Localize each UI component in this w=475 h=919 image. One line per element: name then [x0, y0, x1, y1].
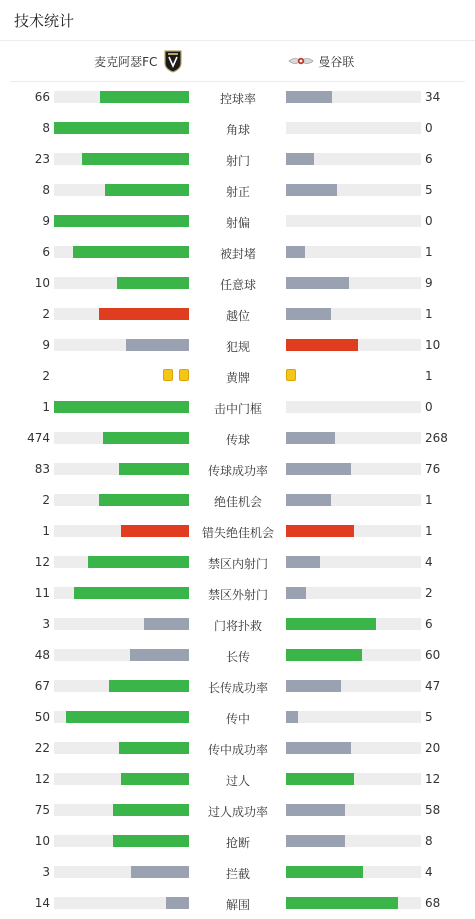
away-value: 4: [425, 865, 433, 879]
home-bar-track: [54, 587, 189, 599]
stat-row: [0, 764, 475, 795]
away-value: 5: [425, 710, 433, 724]
stat-row: [0, 826, 475, 857]
away-value: 60: [425, 648, 441, 662]
home-bar-track: [54, 711, 189, 723]
away-value: 34: [425, 90, 441, 104]
stat-label: 绝佳机会: [213, 495, 262, 509]
home-value: 9: [42, 338, 50, 352]
home-value: 1: [42, 400, 50, 414]
home-bar-track: [54, 742, 189, 754]
home-bar-fill: [113, 804, 189, 816]
away-bar-track: [286, 122, 421, 134]
home-bar-track: [54, 897, 189, 909]
away-bar-fill: [286, 153, 314, 165]
away-bar-fill: [286, 804, 345, 816]
stat-label: 射正: [225, 185, 250, 199]
stat-label: 长传: [225, 650, 250, 664]
home-value: 48: [34, 648, 50, 662]
away-team-badge-icon: [288, 53, 314, 69]
away-bar-fill: [286, 339, 358, 351]
away-bar-track: [286, 277, 421, 289]
home-bar-fill: [119, 463, 189, 475]
stat-label: 禁区外射门: [207, 588, 268, 602]
stat-row: [0, 888, 475, 919]
away-bar-track: [286, 153, 421, 165]
home-bar-track: [54, 525, 189, 537]
away-bar-track: [286, 556, 421, 568]
away-bar-track: [286, 494, 421, 506]
away-value: 2: [425, 586, 433, 600]
home-bar-track: [54, 277, 189, 289]
home-bar-fill: [99, 308, 189, 320]
stat-label: 禁区内射门: [207, 557, 268, 571]
away-bar-fill: [286, 835, 345, 847]
away-bar-fill: [286, 680, 341, 692]
away-bar-fill: [286, 711, 298, 723]
home-value: 6: [42, 245, 50, 259]
home-value: 8: [42, 121, 50, 135]
home-bar-track: [54, 308, 189, 320]
stat-row: [0, 330, 475, 361]
home-value: 2: [42, 493, 50, 507]
home-bar-fill: [144, 618, 189, 630]
home-value: 3: [42, 617, 50, 631]
yellow-card-icon: [179, 369, 189, 381]
away-bar-track: [286, 649, 421, 661]
stat-label: 任意球: [219, 278, 256, 292]
stat-row: [0, 671, 475, 702]
stat-label: 被封堵: [219, 247, 256, 261]
away-bar-track: [286, 246, 421, 258]
away-value: 1: [425, 369, 433, 383]
away-team[interactable]: [238, 53, 466, 70]
stat-label: 长传成功率: [207, 681, 268, 695]
away-bar-fill: [286, 463, 351, 475]
stat-row: [0, 392, 475, 423]
home-bar-track: [54, 866, 189, 878]
stat-row: [0, 857, 475, 888]
home-bar-track: [54, 432, 189, 444]
page-title: 技术统计: [14, 11, 75, 30]
away-bar-track: [286, 618, 421, 630]
home-bar-track: [54, 91, 189, 103]
home-bar-fill: [73, 246, 189, 258]
home-bar-track: [54, 401, 189, 413]
away-value: 4: [425, 555, 433, 569]
home-bar-fill: [54, 122, 189, 134]
away-bar-fill: [286, 184, 337, 196]
home-bar-track: [54, 494, 189, 506]
stat-row: [0, 609, 475, 640]
home-team[interactable]: [10, 49, 238, 73]
home-bar-fill: [82, 153, 189, 165]
stat-row: [0, 547, 475, 578]
home-value: 75: [34, 803, 50, 817]
away-bar-fill: [286, 587, 306, 599]
away-value: 58: [425, 803, 441, 817]
home-value: 474: [27, 431, 50, 445]
stat-label: 射门: [225, 154, 250, 168]
stat-label: 控球率: [219, 92, 256, 106]
away-bar-track: [286, 587, 421, 599]
home-bar-fill: [66, 711, 189, 723]
away-bar-track: [286, 742, 421, 754]
stat-label: 角球: [225, 123, 250, 137]
away-value: 0: [425, 214, 433, 228]
away-value: 76: [425, 462, 441, 476]
away-value: 47: [425, 679, 441, 693]
away-bar-fill: [286, 773, 354, 785]
home-value: 12: [34, 555, 50, 569]
stat-label: 击中门框: [213, 402, 262, 416]
away-cards: [286, 369, 296, 381]
stat-row: [0, 733, 475, 764]
home-value: 23: [34, 152, 50, 166]
home-bar-track: [54, 804, 189, 816]
away-value: 0: [425, 121, 433, 135]
home-bar-fill: [103, 432, 189, 444]
stat-label: 门将扑救: [213, 619, 262, 633]
away-value: 8: [425, 834, 433, 848]
away-bar-fill: [286, 308, 331, 320]
away-value: 6: [425, 617, 433, 631]
away-bar-track: [286, 401, 421, 413]
stat-row: [0, 237, 475, 268]
home-bar-fill: [54, 215, 189, 227]
home-value: 83: [34, 462, 50, 476]
away-bar-fill: [286, 618, 376, 630]
home-value: 14: [34, 896, 50, 910]
away-bar-track: [286, 525, 421, 537]
stat-label: 抢断: [225, 836, 250, 850]
stat-label: 犯规: [225, 340, 250, 354]
home-bar-fill: [88, 556, 189, 568]
home-bar-fill: [119, 742, 189, 754]
stat-label: 过人成功率: [207, 805, 268, 819]
away-value: 268: [425, 431, 448, 445]
home-bar-track: [54, 339, 189, 351]
home-cards: [163, 369, 189, 381]
home-bar-fill: [121, 773, 189, 785]
stat-row: [0, 82, 475, 113]
home-bar-fill: [130, 649, 189, 661]
away-value: 1: [425, 245, 433, 259]
home-bar-track: [54, 680, 189, 692]
stat-row: [0, 299, 475, 330]
home-bar-track: [54, 215, 189, 227]
home-bar-fill: [117, 277, 189, 289]
home-value: 10: [34, 834, 50, 848]
away-value: 12: [425, 772, 441, 786]
stat-row: [0, 206, 475, 237]
stat-row: [0, 361, 475, 392]
home-bar-fill: [100, 91, 189, 103]
stat-row: [0, 144, 475, 175]
stat-label: 过人: [225, 774, 250, 788]
home-bar-fill: [166, 897, 189, 909]
away-bar-fill: [286, 277, 349, 289]
away-value: 1: [425, 524, 433, 538]
away-bar-fill: [286, 494, 331, 506]
home-value: 3: [42, 865, 50, 879]
away-bar-fill: [286, 866, 363, 878]
stat-row: [0, 113, 475, 144]
home-value: 2: [42, 369, 50, 383]
stat-label: 黄牌: [225, 371, 250, 385]
home-bar-fill: [121, 525, 189, 537]
stat-row: [0, 485, 475, 516]
stat-row: [0, 640, 475, 671]
home-value: 67: [34, 679, 50, 693]
stats-list: [0, 82, 475, 919]
away-bar-track: [286, 463, 421, 475]
home-bar-track: [54, 649, 189, 661]
home-bar-track: [54, 122, 189, 134]
away-bar-track: [286, 680, 421, 692]
home-bar-track: [54, 773, 189, 785]
away-bar-track: [286, 432, 421, 444]
home-value: 50: [34, 710, 50, 724]
stat-row: [0, 423, 475, 454]
away-bar-fill: [286, 246, 305, 258]
away-value: 5: [425, 183, 433, 197]
home-bar-fill: [113, 835, 189, 847]
away-bar-fill: [286, 432, 335, 444]
home-value: 1: [42, 524, 50, 538]
home-value: 22: [34, 741, 50, 755]
away-bar-track: [286, 897, 421, 909]
home-bar-track: [54, 153, 189, 165]
home-bar-fill: [74, 587, 189, 599]
away-value: 10: [425, 338, 441, 352]
home-bar-track: [54, 556, 189, 568]
stat-row: [0, 454, 475, 485]
away-bar-track: [286, 308, 421, 320]
away-bar-fill: [286, 742, 351, 754]
home-value: 9: [42, 214, 50, 228]
away-bar-track: [286, 773, 421, 785]
away-value: 0: [425, 400, 433, 414]
stat-label: 传中成功率: [207, 743, 268, 757]
stat-row: [0, 268, 475, 299]
home-bar-fill: [126, 339, 189, 351]
stat-label: 传球: [225, 433, 250, 447]
away-bar-track: [286, 91, 421, 103]
away-bar-fill: [286, 556, 320, 568]
stat-label: 解围: [225, 898, 250, 912]
stat-label: 传球成功率: [207, 464, 268, 478]
home-bar-track: [54, 835, 189, 847]
home-value: 11: [34, 586, 50, 600]
home-value: 12: [34, 772, 50, 786]
away-bar-track: [286, 835, 421, 847]
home-bar-track: [54, 184, 189, 196]
stat-label: 传中: [225, 712, 250, 726]
away-value: 68: [425, 896, 441, 910]
stat-row: [0, 175, 475, 206]
away-bar-track: [286, 339, 421, 351]
away-bar-fill: [286, 91, 332, 103]
away-value: 9: [425, 276, 433, 290]
away-bar-fill: [286, 897, 398, 909]
away-bar-fill: [286, 649, 362, 661]
stat-row: [0, 516, 475, 547]
away-value: 1: [425, 307, 433, 321]
yellow-card-icon: [163, 369, 173, 381]
stat-label: 拦截: [225, 867, 250, 881]
stats-header: [0, 0, 475, 41]
away-bar-fill: [286, 525, 354, 537]
home-bar-track: [54, 618, 189, 630]
away-bar-track: [286, 184, 421, 196]
home-value: 2: [42, 307, 50, 321]
home-team-name: 麦克阿瑟FC: [94, 54, 158, 69]
stat-row: [0, 795, 475, 826]
home-bar-fill: [54, 401, 189, 413]
away-bar-track: [286, 804, 421, 816]
home-value: 8: [42, 183, 50, 197]
stat-label: 越位: [225, 309, 250, 323]
home-bar-track: [54, 246, 189, 258]
away-bar-track: [286, 215, 421, 227]
home-bar-fill: [105, 184, 189, 196]
home-bar-fill: [109, 680, 189, 692]
yellow-card-icon: [286, 369, 296, 381]
stat-row: [0, 702, 475, 733]
away-bar-track: [286, 711, 421, 723]
away-value: 1: [425, 493, 433, 507]
stat-label: 错失绝佳机会: [201, 526, 274, 540]
stat-label: 射偏: [225, 216, 250, 230]
home-bar-fill: [99, 494, 189, 506]
home-bar-track: [54, 463, 189, 475]
home-bar-fill: [131, 866, 189, 878]
away-bar-track: [286, 866, 421, 878]
home-value: 10: [34, 276, 50, 290]
away-team-name: 曼谷联: [318, 54, 355, 69]
away-value: 6: [425, 152, 433, 166]
away-value: 20: [425, 741, 441, 755]
teams-row: [10, 41, 465, 82]
home-team-badge-icon: [163, 49, 183, 73]
stat-row: [0, 578, 475, 609]
home-value: 66: [34, 90, 50, 104]
